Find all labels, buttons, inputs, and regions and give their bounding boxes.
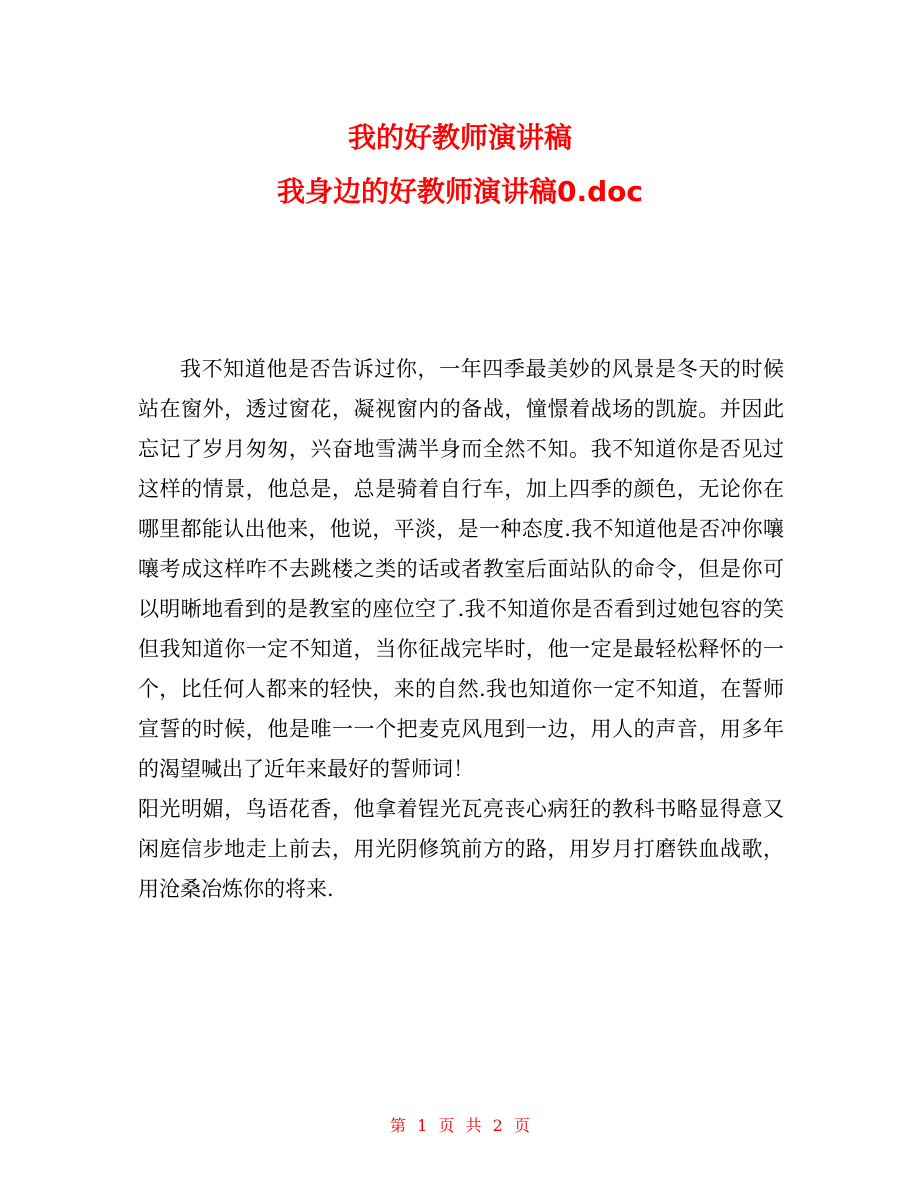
paragraph-1: 我不知道他是否告诉过你，一年四季最美妙的风景是冬天的时候站在窗外，透过窗花，凝视窗内的备战，憧憬着战场的凯旋。并因此忘记了岁月匆匆，兴奋地雪满半身而全然不知。我不知道你是否见过这样的情景，他总是，总是骑着自行车，加上四季的颜色，无论你在哪里都能认出他来，他说，平淡，是一种态度.我不知道他是否冲你嚷嚷考成这样咋不去跳楼之类的话或者教室后面站队的命令，但是你可以明晰地看到的是教室的座位空了.我不知道你是否看到过她包容的笑但我知道你一定不知道，当你征战完毕时，他一定是最轻松释怀的一个，比任何人都来的轻快，来的自然.我也知道你一定不知道，在誓师宣誓的时候，他是唯一一个把麦克风甩到一边，用人的声音，用多年的渴望喊出了近年来最好的誓师词！	[138, 357, 784, 781]
footer-current-page: 1	[417, 1116, 428, 1135]
footer-label-gong: 共	[465, 1116, 482, 1135]
page-footer	[0, 1114, 920, 1138]
footer-label-ye: 页	[438, 1116, 455, 1135]
footer-label-ye2: 页	[513, 1116, 530, 1135]
document-title: 我的好教师演讲稿	[347, 121, 572, 154]
paragraph-2: 阳光明媚，鸟语花香，他拿着锃光瓦亮丧心病狂的教科书略显得意又闲庭信步地走上前去，用光阴修筑前方的路，用岁月打磨铁血战歌，用沧桑冶炼你的将来.	[138, 797, 784, 901]
document-subtitle: 我身边的好教师演讲稿0.doc	[277, 175, 643, 208]
document-body	[138, 349, 784, 909]
footer-total-pages: 2	[492, 1116, 503, 1135]
footer-label-di: 第	[390, 1116, 407, 1135]
